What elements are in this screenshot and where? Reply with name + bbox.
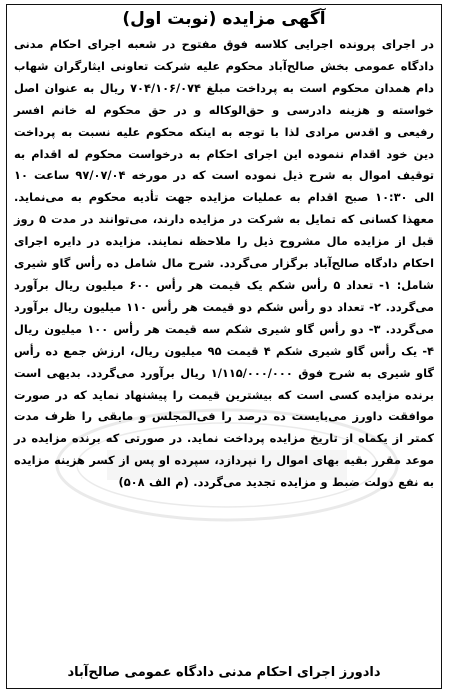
notice-signature: دادورز اجرای احکام مدنی دادگاه عمومی صالح‌آباد [67, 665, 381, 680]
notice-title: آگهی مزایده (نوبت اول) [122, 9, 326, 29]
notice-body: در اجرای پرونده اجرایی کلاسه فوق مفتوح در شعبه اجرای احکام مدنی دادگاه عمومی بخش صالح‌آباد محکوم علیه شرکت تعاونی ایثارگران شهاب دام همدان محکوم است به پرداخت مبلغ ۷۰۴/۱۰۶/۰۷۴ ریال به عنوان اصل خواسته و هزینه دادرسی و حق‌الوکاله و در حق محکوم له خانم افسر رفیعی و اقدس مرادی لذا با توجه به اینکه محکوم علیه نسبت به پرداخت دین خود اقدام ننموده این اجرای احکام به درخواست محکوم له اقدام به توقیف اموال به شرح ذیل نموده است که در مورخه ۹۷/۰۷/۰۴ ساعت ۱۰ الی ۱۰:۳۰ صبح اقدام به عملیات مزایده جهت تأدیه محکوم به می‌نماید. معهذا کسانی که تمایل به شرکت در مزایده دارند، می‌توانند در مدت ۵ روز قبل از مزایده مال مشروح ذیل را ملاحظه نمایند. مزایده در دایره اجرای احکام دادگاه صالح‌آباد برگزار می‌گردد. شرح مال شامل ده رأس گاو شیری شامل: ۱- تعداد ۵ رأس شکم یک قیمت هر رأس ۶۰۰ میلیون ریال برآورد می‌گردد. ۲- تعداد دو رأس شکم دو قیمت هر رأس ۱۱۰ میلیون ریال برآورد می‌گردد. ۳- دو رأس گاو شیری شکم سه قیمت هر رأس ۱۰۰ میلیون ریال ۴- یک رأس گاو شیری شکم ۴ قیمت ۹۵ میلیون ریال، ارزش جمع ده رأس گاو شیری به شرح فوق ۱/۱۱۵/۰۰۰/۰۰۰ ریال برآورد می‌گردد. بدیهی است برنده مزایده کسی است که بیشترین قیمت را پیشنهاد نماید که در صورت موافقت داورز می‌بایست ده درصد را فی‌المجلس و مابقی را ظرف مدت کمتر از یکماه از تاریخ مزایده پرداخت نماید. در صورتی که برنده مزایده در موعد مقرر بقیه بهای اموال را نپردازد، سپرده او پس از کسر هزینه مزایده به نفع دولت ضبط و مزایده تجدید می‌گردد. (م الف ۵۰۸) [14, 37, 434, 490]
auction-notice [6, 4, 442, 689]
